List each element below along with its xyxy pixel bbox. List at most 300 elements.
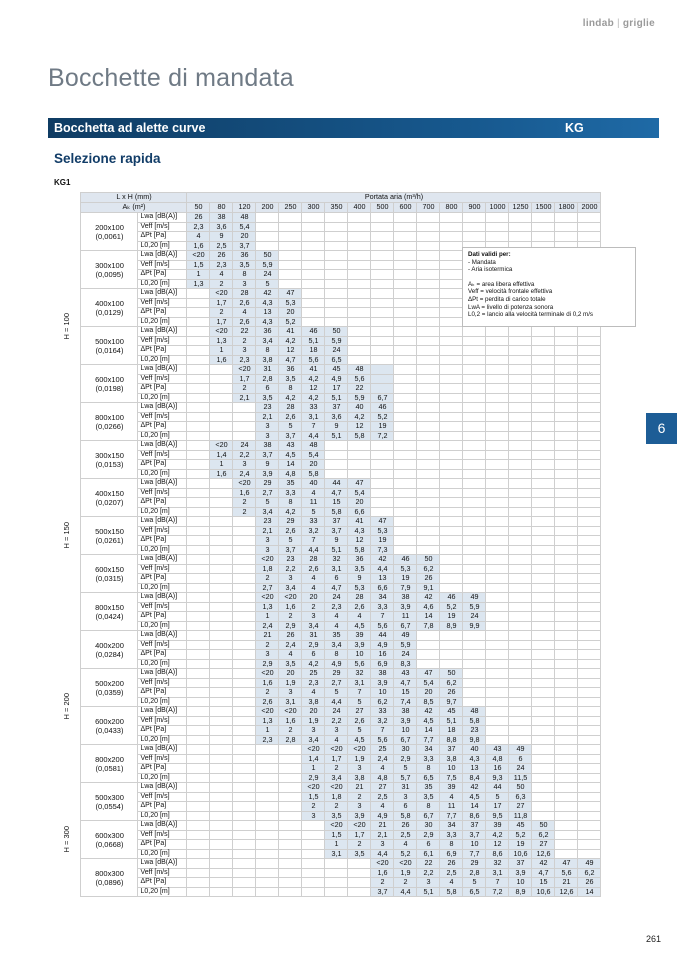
size-cell	[81, 289, 138, 327]
value-cell: 3	[233, 346, 256, 356]
value-cell: 5,1	[417, 887, 440, 897]
value-cell: 27	[348, 707, 371, 717]
empty-cell	[532, 612, 555, 622]
value-cell: 8	[440, 840, 463, 850]
value-cell: 4,7	[394, 678, 417, 688]
empty-cell	[371, 222, 394, 232]
empty-cell	[463, 650, 486, 660]
value-cell: 7,7	[463, 849, 486, 859]
empty-cell	[509, 431, 532, 441]
empty-cell	[417, 298, 440, 308]
chapter-tab[interactable]: 6	[646, 413, 677, 444]
value-cell: 26	[440, 688, 463, 698]
empty-cell	[509, 688, 532, 698]
empty-cell	[532, 507, 555, 517]
empty-cell	[348, 878, 371, 888]
empty-cell	[325, 222, 348, 232]
table-row	[54, 403, 601, 413]
value-cell: 3,9	[256, 469, 279, 479]
empty-cell	[440, 365, 463, 375]
param-label: Lwa [dB(A)]	[138, 517, 187, 527]
param-label: Veff [m/s]	[138, 336, 187, 346]
value-cell: 3,5	[348, 849, 371, 859]
empty-cell	[233, 754, 256, 764]
value-cell: 37	[463, 821, 486, 831]
empty-cell	[187, 621, 210, 631]
empty-cell	[394, 365, 417, 375]
size-label: 800x300	[95, 868, 124, 878]
param-label: Lwa [dB(A)]	[138, 593, 187, 603]
empty-cell	[210, 792, 233, 802]
empty-cell	[187, 650, 210, 660]
empty-cell	[555, 659, 578, 669]
empty-cell	[348, 887, 371, 897]
empty-cell	[302, 878, 325, 888]
value-cell: 4,3	[348, 526, 371, 536]
empty-cell	[555, 488, 578, 498]
value-cell: 4,5	[417, 716, 440, 726]
value-cell: 6	[509, 754, 532, 764]
value-cell: 10	[371, 688, 394, 698]
empty-cell	[394, 384, 417, 394]
value-cell: 2,4	[256, 621, 279, 631]
value-cell: 5	[394, 764, 417, 774]
empty-cell	[394, 441, 417, 451]
header-flow-value: 250	[279, 203, 302, 213]
empty-cell	[256, 745, 279, 755]
size-area: (0,0896)	[95, 877, 124, 887]
empty-cell	[509, 507, 532, 517]
empty-cell	[417, 422, 440, 432]
empty-cell	[532, 469, 555, 479]
empty-cell	[210, 773, 233, 783]
value-cell: 9,8	[463, 735, 486, 745]
empty-cell	[210, 564, 233, 574]
value-cell: 3,3	[371, 602, 394, 612]
empty-cell	[187, 688, 210, 698]
empty-cell	[325, 298, 348, 308]
size-cell	[81, 631, 138, 669]
empty-cell	[509, 450, 532, 460]
empty-cell	[187, 365, 210, 375]
value-cell: 21	[348, 783, 371, 793]
value-cell: 3,4	[256, 507, 279, 517]
empty-cell	[187, 488, 210, 498]
value-cell: 3,4	[279, 583, 302, 593]
value-cell: 24	[394, 650, 417, 660]
empty-cell	[417, 384, 440, 394]
value-cell: 2	[233, 336, 256, 346]
value-cell: 20	[348, 498, 371, 508]
value-cell: 13	[463, 764, 486, 774]
value-cell: 5,9	[463, 602, 486, 612]
value-cell: 43	[486, 745, 509, 755]
empty-cell	[187, 574, 210, 584]
value-cell: 2	[256, 574, 279, 584]
empty-cell	[463, 327, 486, 337]
param-label: L0,20 [m]	[138, 241, 187, 251]
size-area: (0,0095)	[95, 269, 124, 279]
empty-cell	[532, 745, 555, 755]
param-label: L0,20 [m]	[138, 659, 187, 669]
empty-cell	[210, 811, 233, 821]
empty-cell	[555, 745, 578, 755]
value-cell: <20	[187, 251, 210, 261]
empty-cell	[463, 441, 486, 451]
table-row	[54, 821, 601, 831]
value-cell: 3,7	[279, 431, 302, 441]
value-cell: 3	[279, 574, 302, 584]
value-cell: 5,8	[348, 545, 371, 555]
value-cell: <20	[233, 365, 256, 375]
value-cell: 8,3	[394, 659, 417, 669]
empty-cell	[371, 232, 394, 242]
value-cell: 42	[417, 707, 440, 717]
value-cell: 6,7	[394, 621, 417, 631]
empty-cell	[532, 707, 555, 717]
value-cell: 3	[256, 422, 279, 432]
empty-cell	[463, 355, 486, 365]
empty-cell	[233, 707, 256, 717]
value-cell: 1,4	[210, 450, 233, 460]
empty-cell	[302, 830, 325, 840]
empty-cell	[486, 526, 509, 536]
empty-cell	[555, 612, 578, 622]
empty-cell	[555, 498, 578, 508]
empty-cell	[486, 688, 509, 698]
value-cell: 9,7	[440, 697, 463, 707]
empty-cell	[440, 327, 463, 337]
empty-cell	[463, 545, 486, 555]
empty-cell	[417, 270, 440, 280]
empty-cell	[578, 422, 601, 432]
value-cell: 4	[302, 583, 325, 593]
value-cell: 5,6	[348, 374, 371, 384]
value-cell: 3,1	[486, 868, 509, 878]
empty-cell	[509, 384, 532, 394]
empty-cell	[394, 327, 417, 337]
empty-cell	[440, 650, 463, 660]
empty-cell	[440, 289, 463, 299]
empty-cell	[486, 678, 509, 688]
empty-cell	[187, 659, 210, 669]
empty-cell	[555, 336, 578, 346]
table-row	[54, 669, 601, 679]
empty-cell	[532, 716, 555, 726]
value-cell: 4,7	[325, 488, 348, 498]
empty-cell	[578, 450, 601, 460]
group-label: H = 150	[61, 522, 71, 549]
value-cell: 3,5	[279, 659, 302, 669]
value-cell: 5,2	[440, 602, 463, 612]
empty-cell	[555, 716, 578, 726]
empty-cell	[578, 213, 601, 223]
value-cell: 3,5	[417, 792, 440, 802]
empty-cell	[509, 631, 532, 641]
empty-cell	[325, 868, 348, 878]
value-cell: 45	[440, 707, 463, 717]
value-cell: 5,8	[440, 887, 463, 897]
value-cell: 5,6	[555, 868, 578, 878]
empty-cell	[532, 488, 555, 498]
value-cell: 3	[302, 811, 325, 821]
value-cell: 14	[279, 460, 302, 470]
value-cell: 1,9	[394, 868, 417, 878]
empty-cell	[486, 222, 509, 232]
empty-cell	[417, 327, 440, 337]
empty-cell	[417, 640, 440, 650]
empty-cell	[532, 631, 555, 641]
empty-cell	[394, 279, 417, 289]
legend-line: - Aria isotermica	[468, 266, 513, 274]
empty-cell	[279, 811, 302, 821]
value-cell: 7	[302, 422, 325, 432]
empty-cell	[210, 688, 233, 698]
empty-cell	[256, 840, 279, 850]
empty-cell	[210, 726, 233, 736]
value-cell: 49	[463, 593, 486, 603]
param-label: Lwa [dB(A)]	[138, 251, 187, 261]
param-label: L0,20 [m]	[138, 431, 187, 441]
empty-cell	[187, 735, 210, 745]
empty-cell	[440, 412, 463, 422]
empty-cell	[210, 374, 233, 384]
value-cell: 2,3	[187, 222, 210, 232]
value-cell: 32	[348, 669, 371, 679]
empty-cell	[440, 460, 463, 470]
value-cell: 4,3	[256, 317, 279, 327]
empty-cell	[578, 792, 601, 802]
empty-cell	[486, 355, 509, 365]
empty-cell	[440, 422, 463, 432]
empty-cell	[440, 555, 463, 565]
value-cell: 2	[394, 878, 417, 888]
empty-cell	[463, 422, 486, 432]
empty-cell	[555, 726, 578, 736]
header-flow-value: 600	[394, 203, 417, 213]
empty-cell	[555, 583, 578, 593]
empty-cell	[440, 545, 463, 555]
value-cell: 31	[302, 631, 325, 641]
empty-cell	[555, 507, 578, 517]
empty-cell	[187, 754, 210, 764]
empty-cell	[578, 669, 601, 679]
header-flow-value: 120	[233, 203, 256, 213]
value-cell: 3,8	[302, 697, 325, 707]
empty-cell	[394, 298, 417, 308]
empty-cell	[417, 260, 440, 270]
empty-cell	[348, 289, 371, 299]
empty-cell	[417, 469, 440, 479]
value-cell: 3,9	[348, 811, 371, 821]
empty-cell	[348, 279, 371, 289]
param-label: ΔPt [Pa]	[138, 270, 187, 280]
empty-cell	[210, 602, 233, 612]
value-cell: 12	[348, 536, 371, 546]
empty-cell	[371, 308, 394, 318]
size-label: 300x100	[95, 260, 124, 270]
empty-cell	[578, 745, 601, 755]
value-cell: 6,9	[371, 659, 394, 669]
empty-cell	[233, 878, 256, 888]
empty-cell	[555, 688, 578, 698]
value-cell: 20	[302, 460, 325, 470]
value-cell: 1	[210, 346, 233, 356]
value-cell: 3	[348, 802, 371, 812]
empty-cell	[210, 754, 233, 764]
value-cell: 11	[394, 612, 417, 622]
value-cell: <20	[325, 745, 348, 755]
empty-cell	[486, 403, 509, 413]
empty-cell	[463, 488, 486, 498]
empty-cell	[463, 688, 486, 698]
value-cell: 3,5	[233, 260, 256, 270]
empty-cell	[348, 251, 371, 261]
empty-cell	[555, 536, 578, 546]
empty-cell	[509, 593, 532, 603]
value-cell: 24	[325, 593, 348, 603]
value-cell: 4	[325, 621, 348, 631]
value-cell: 5,6	[302, 355, 325, 365]
size-cell	[81, 707, 138, 745]
value-cell: 25	[371, 745, 394, 755]
empty-cell	[555, 783, 578, 793]
param-label: Veff [m/s]	[138, 564, 187, 574]
empty-cell	[302, 887, 325, 897]
value-cell: 32	[486, 859, 509, 869]
value-cell: 3,1	[325, 564, 348, 574]
size-label: 500x100	[95, 336, 124, 346]
value-cell: 42	[371, 555, 394, 565]
empty-cell	[555, 232, 578, 242]
value-cell: 19	[371, 536, 394, 546]
empty-cell	[555, 811, 578, 821]
empty-cell	[348, 317, 371, 327]
value-cell: 3,4	[256, 336, 279, 346]
value-cell: 2,8	[256, 374, 279, 384]
size-cell	[81, 593, 138, 631]
value-cell: <20	[210, 327, 233, 337]
empty-cell	[256, 783, 279, 793]
size-label: 800x100	[95, 412, 124, 422]
value-cell: 19	[509, 840, 532, 850]
value-cell: 25	[302, 669, 325, 679]
value-cell: 5,9	[394, 640, 417, 650]
size-area: (0,0164)	[95, 345, 124, 355]
empty-cell	[187, 564, 210, 574]
value-cell: 6,9	[440, 849, 463, 859]
empty-cell	[210, 849, 233, 859]
param-label: ΔPt [Pa]	[138, 384, 187, 394]
empty-cell	[325, 213, 348, 223]
value-cell: 3,9	[394, 602, 417, 612]
size-cell	[81, 783, 138, 821]
value-cell: 17	[486, 802, 509, 812]
empty-cell	[509, 574, 532, 584]
legend-line: - Mandata	[468, 258, 496, 266]
value-cell: <20	[394, 859, 417, 869]
size-area: (0,0153)	[95, 459, 124, 469]
empty-cell	[187, 811, 210, 821]
value-cell: 2	[325, 764, 348, 774]
size-label: 600x150	[95, 564, 124, 574]
value-cell: 4	[279, 650, 302, 660]
empty-cell	[555, 697, 578, 707]
empty-cell	[578, 593, 601, 603]
value-cell: 4,5	[279, 450, 302, 460]
empty-cell	[440, 640, 463, 650]
empty-cell	[302, 213, 325, 223]
empty-cell	[279, 764, 302, 774]
value-cell: 26	[210, 251, 233, 261]
empty-cell	[440, 213, 463, 223]
empty-cell	[417, 412, 440, 422]
value-cell: 5,8	[302, 469, 325, 479]
empty-cell	[371, 251, 394, 261]
empty-cell	[555, 479, 578, 489]
empty-cell	[463, 412, 486, 422]
value-cell: 28	[348, 593, 371, 603]
empty-cell	[555, 792, 578, 802]
value-cell: 2,6	[279, 526, 302, 536]
value-cell: 4,8	[486, 754, 509, 764]
empty-cell	[256, 878, 279, 888]
value-cell: 44	[486, 783, 509, 793]
empty-cell	[302, 298, 325, 308]
empty-cell	[486, 365, 509, 375]
empty-cell	[440, 346, 463, 356]
value-cell: 2,3	[210, 260, 233, 270]
empty-cell	[555, 213, 578, 223]
value-cell: 20	[233, 232, 256, 242]
value-cell: 9	[256, 460, 279, 470]
value-cell: 8	[417, 764, 440, 774]
value-cell: 20	[302, 593, 325, 603]
value-cell: 3	[348, 764, 371, 774]
value-cell: 7	[486, 878, 509, 888]
value-cell: 4	[325, 735, 348, 745]
empty-cell	[555, 555, 578, 565]
empty-cell	[233, 517, 256, 527]
value-cell: 50	[440, 669, 463, 679]
empty-cell	[509, 726, 532, 736]
value-cell: 30	[417, 821, 440, 831]
value-cell: 3,8	[440, 754, 463, 764]
empty-cell	[233, 821, 256, 831]
empty-cell	[532, 735, 555, 745]
value-cell: <20	[256, 593, 279, 603]
empty-cell	[532, 802, 555, 812]
value-cell: 45	[509, 821, 532, 831]
value-cell: 5,1	[325, 393, 348, 403]
empty-cell	[371, 241, 394, 251]
header-flow-value: 300	[302, 203, 325, 213]
value-cell: 21	[555, 878, 578, 888]
value-cell: 4,2	[302, 374, 325, 384]
empty-cell	[555, 602, 578, 612]
empty-cell	[233, 887, 256, 897]
empty-cell	[578, 802, 601, 812]
value-cell: 1,7	[233, 374, 256, 384]
empty-cell	[555, 441, 578, 451]
value-cell: 37	[440, 745, 463, 755]
empty-cell	[394, 412, 417, 422]
empty-cell	[394, 241, 417, 251]
size-cell	[81, 859, 138, 897]
value-cell: 30	[394, 745, 417, 755]
empty-cell	[578, 821, 601, 831]
empty-cell	[509, 327, 532, 337]
